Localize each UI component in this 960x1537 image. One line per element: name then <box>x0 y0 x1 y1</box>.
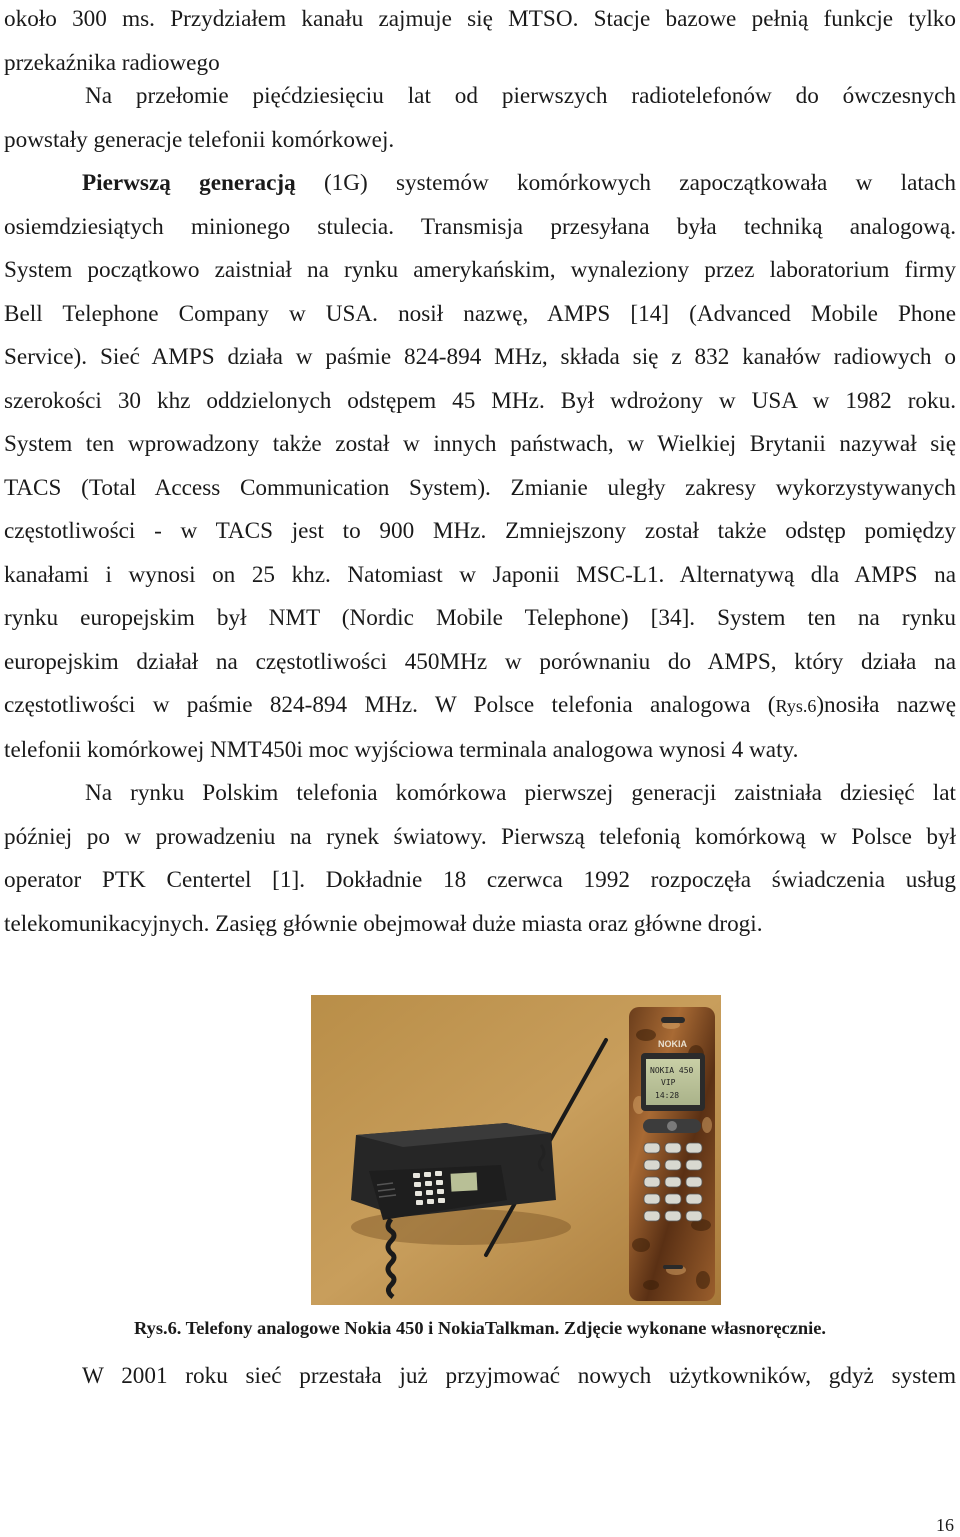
figure-reference: Rys.6 <box>775 696 817 716</box>
paragraph-3 <box>4 162 956 772</box>
text-line: telekomunikacyjnych. Zasięg głównie obejmował duże miasta oraz główne drogi. <box>4 910 763 937</box>
text-line: TACS (Total Access Communication System). Zmianie uległy zakresy wykorzystywanych <box>4 474 956 501</box>
bold-term: Pierwszą generacją <box>82 170 296 196</box>
paragraph-2 <box>4 75 956 162</box>
text-line <box>4 162 956 206</box>
text-line: W 2001 roku sieć przestała już przyjmować nowych użytkowników, gdyż system <box>82 1363 956 1389</box>
page-number: 16 <box>936 1515 954 1535</box>
text-line: operator PTK Centertel [1]. Dokładnie 18 czerwca 1992 rozpoczęła świadczenia usług <box>4 867 956 893</box>
text-line: System ten wprowadzony także został w innych państwach, w Wielkiej Brytanii nazywał się <box>4 431 956 457</box>
text-line: rynku europejskim był NMT (Nordic Mobile Telephone) [34]. System ten na rynku <box>4 605 956 631</box>
text-line: europejskim działał na częstotliwości 450MHz w porównaniu do AMPS, który działa na <box>4 648 956 675</box>
text-line: osiemdziesiątych minionego stulecia. Transmisja przesyłana była techniką analogową. <box>4 213 956 240</box>
paragraph-1 <box>4 0 956 85</box>
figure-caption: Rys.6. Telefony analogowe Nokia 450 i NokiaTalkman. Zdjęcie wykonane własnoręcznie. <box>134 1318 826 1338</box>
paragraph-5 <box>4 1355 956 1399</box>
text-fragment: częstotliwości w paśmie 824-894 MHz. W Polsce telefonia analogowa ( <box>4 692 776 718</box>
text-line: powstały generacje telefonii komórkowej. <box>4 126 395 153</box>
paragraph-4 <box>4 772 956 946</box>
phones-photo <box>311 995 721 1305</box>
svg-text:NOKIA: NOKIA <box>658 1039 687 1049</box>
text-line: telefonii komórkowej NMT450i moc wyjściowa terminala analogowa wynosi 4 waty. <box>4 736 799 763</box>
text-line: Bell Telephone Company w USA. nosił nazwę, AMPS [14] (Advanced Mobile Phone <box>4 300 956 327</box>
text-line: Na przełomie pięćdziesięciu lat od pierwszych radiotelefonów do ówczesnych <box>85 83 956 109</box>
text-line: przekaźnika radiowego <box>4 49 220 76</box>
text-line: później po w prowadzeniu na rynek światowy. Pierwszą telefonią komórkową w Polsce był <box>4 823 956 850</box>
phone-display-line: NOKIA 450 <box>650 1066 694 1075</box>
text-line: szerokości 30 khz oddzielonych odstępem 45 MHz. Był wdrożony w USA w 1982 roku. <box>4 387 956 414</box>
text-line: częstotliwości - w TACS jest to 900 MHz. Zmniejszony został także odstęp pomiędzy <box>4 518 956 544</box>
phone-display-line: VIP <box>661 1078 676 1087</box>
nokia-talkman-phone <box>629 1007 715 1301</box>
phone-display-line: 14:28 <box>655 1091 680 1100</box>
text-line: System początkowo zaistniał na rynku amerykańskim, wynaleziony przez laboratorium firmy <box>4 257 956 283</box>
text-line <box>4 684 956 729</box>
text-line: Service). Sieć AMPS działa w paśmie 824-894 MHz, składa się z 832 kanałów radiowych o <box>4 344 956 370</box>
text-fragment: (1G) systemów komórkowych zapoczątkowała w latach <box>295 170 956 196</box>
text-fragment: )nosiła nazwę <box>816 692 957 718</box>
text-line: Na rynku Polskim telefonia komórkowa pierwszej generacji zaistniała dziesięć lat <box>85 780 956 806</box>
text-line: około 300 ms. Przydziałem kanału zajmuje się MTSO. Stacje bazowe pełnią funkcje tylko <box>4 6 956 32</box>
text-line: kanałami i wynosi on 25 khz. Natomiast w Japonii MSC-L1. Alternatywą dla AMPS na <box>4 561 956 588</box>
